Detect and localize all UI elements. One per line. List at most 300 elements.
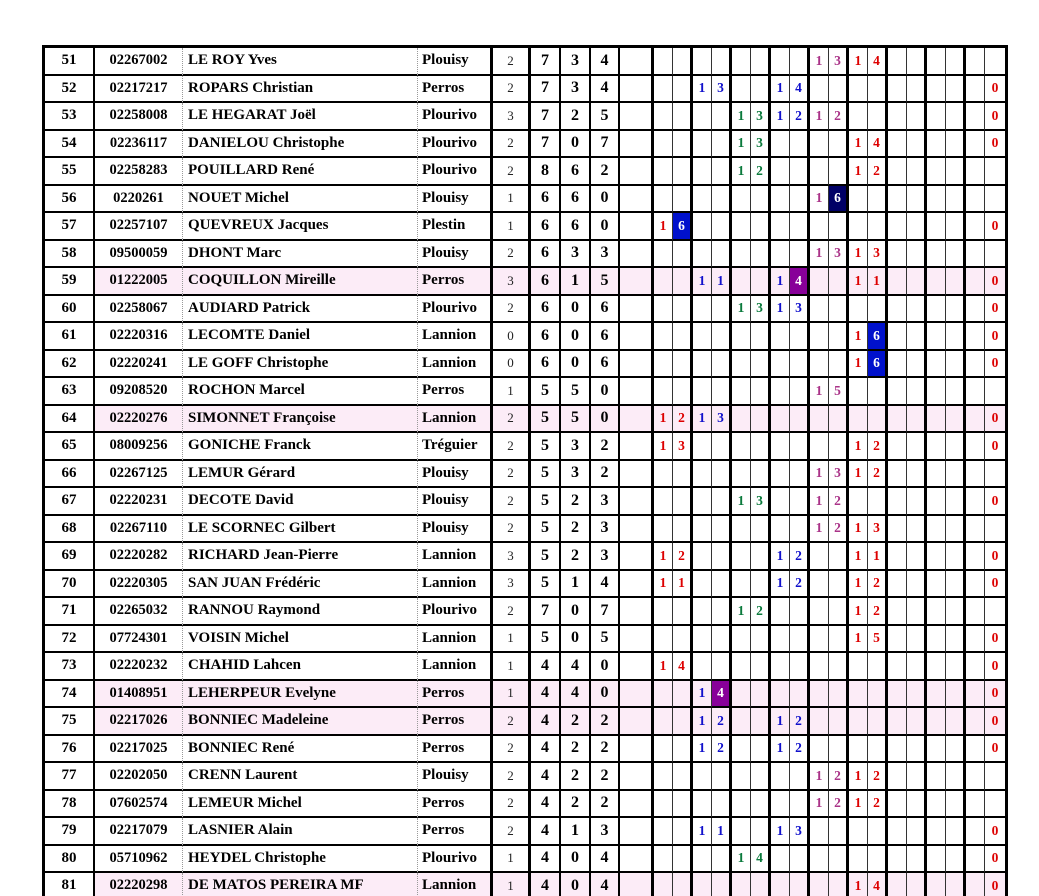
cell-points-total: 6	[531, 268, 561, 296]
cell-round-2-b	[712, 571, 732, 599]
cell-round-9-b: 0	[985, 681, 1005, 709]
cell-round-8-a	[927, 763, 946, 791]
cell-round-6-b	[868, 296, 888, 324]
cell-license: 02217079	[95, 818, 183, 846]
cell-round-9-b: 0	[985, 406, 1005, 434]
cell-round-9-a	[966, 736, 985, 764]
cell-count: 1	[493, 186, 531, 214]
cell-round-5-a: 1	[810, 516, 829, 544]
cell-round-6-a: 1	[849, 131, 868, 159]
cell-city: Plourivo	[418, 158, 493, 186]
cell-round-8-b	[946, 653, 966, 681]
cell-name: CHAHID Lahcen	[183, 653, 418, 681]
cell-round-6-a: 1	[849, 598, 868, 626]
cell-spacer	[620, 736, 654, 764]
cell-name: LE SCORNEC Gilbert	[183, 516, 418, 544]
cell-rank: 58	[45, 241, 95, 269]
cell-points-lost: 0	[591, 406, 620, 434]
cell-round-5-b	[829, 681, 849, 709]
cell-round-4-b	[790, 213, 810, 241]
cell-name: LE ROY Yves	[183, 48, 418, 76]
cell-round-4-a	[771, 681, 790, 709]
cell-points-total: 7	[531, 48, 561, 76]
cell-round-4-b	[790, 488, 810, 516]
cell-spacer	[620, 543, 654, 571]
cell-round-5-b: 3	[829, 241, 849, 269]
cell-rank: 51	[45, 48, 95, 76]
cell-round-6-b	[868, 76, 888, 104]
cell-round-4-b: 2	[790, 708, 810, 736]
cell-city: Plourivo	[418, 846, 493, 874]
cell-round-5-a: 1	[810, 378, 829, 406]
cell-round-4-b: 3	[790, 296, 810, 324]
cell-round-4-b: 2	[790, 543, 810, 571]
cell-round-8-a	[927, 158, 946, 186]
cell-round-7-b	[907, 186, 927, 214]
cell-round-7-b	[907, 433, 927, 461]
cell-round-6-b: 4	[868, 131, 888, 159]
cell-round-3-b: 3	[751, 131, 771, 159]
cell-round-9-b	[985, 186, 1005, 214]
cell-points-won: 4	[561, 653, 591, 681]
cell-rank: 73	[45, 653, 95, 681]
cell-city: Plourivo	[418, 598, 493, 626]
cell-count: 2	[493, 461, 531, 489]
cell-round-9-a	[966, 131, 985, 159]
cell-count: 1	[493, 378, 531, 406]
cell-count: 0	[493, 351, 531, 379]
cell-rank: 71	[45, 598, 95, 626]
cell-round-8-b	[946, 433, 966, 461]
cell-round-1-b	[673, 103, 693, 131]
cell-round-5-a	[810, 626, 829, 654]
cell-round-7-b	[907, 268, 927, 296]
cell-rank: 68	[45, 516, 95, 544]
cell-round-7-a	[888, 571, 907, 599]
cell-round-7-b	[907, 708, 927, 736]
cell-round-9-b: 0	[985, 103, 1005, 131]
cell-round-8-a	[927, 791, 946, 819]
cell-round-3-a	[732, 571, 751, 599]
cell-round-6-b	[868, 406, 888, 434]
cell-points-total: 4	[531, 846, 561, 874]
cell-license: 02267110	[95, 516, 183, 544]
cell-round-2-a	[693, 626, 712, 654]
cell-points-total: 5	[531, 543, 561, 571]
cell-round-3-a	[732, 543, 751, 571]
cell-round-4-b	[790, 378, 810, 406]
cell-round-1-b	[673, 763, 693, 791]
cell-license: 07724301	[95, 626, 183, 654]
cell-count: 2	[493, 433, 531, 461]
cell-round-1-b	[673, 708, 693, 736]
cell-round-2-a	[693, 763, 712, 791]
cell-round-6-a	[849, 708, 868, 736]
cell-spacer	[620, 516, 654, 544]
cell-count: 2	[493, 818, 531, 846]
cell-name: CRENN Laurent	[183, 763, 418, 791]
cell-round-1-a	[654, 516, 673, 544]
cell-round-4-a	[771, 158, 790, 186]
cell-points-lost: 6	[591, 296, 620, 324]
cell-round-8-b	[946, 681, 966, 709]
cell-points-won: 0	[561, 131, 591, 159]
cell-round-1-a: 1	[654, 406, 673, 434]
cell-round-1-a	[654, 48, 673, 76]
cell-round-7-b	[907, 736, 927, 764]
cell-round-5-a	[810, 598, 829, 626]
cell-name: LE HEGARAT Joël	[183, 103, 418, 131]
cell-round-7-b	[907, 873, 927, 896]
cell-round-1-b	[673, 626, 693, 654]
cell-round-1-a	[654, 708, 673, 736]
cell-round-2-a	[693, 158, 712, 186]
cell-license: 01222005	[95, 268, 183, 296]
cell-rank: 64	[45, 406, 95, 434]
cell-rank: 75	[45, 708, 95, 736]
cell-round-7-a	[888, 763, 907, 791]
cell-round-3-a: 1	[732, 296, 751, 324]
cell-points-won: 2	[561, 791, 591, 819]
cell-round-2-a	[693, 323, 712, 351]
cell-count: 3	[493, 268, 531, 296]
cell-round-9-b: 0	[985, 543, 1005, 571]
cell-round-5-a: 1	[810, 461, 829, 489]
cell-license: 09208520	[95, 378, 183, 406]
cell-points-total: 4	[531, 681, 561, 709]
cell-round-5-a	[810, 873, 829, 896]
cell-round-6-a: 1	[849, 516, 868, 544]
cell-round-3-b: 2	[751, 158, 771, 186]
cell-round-7-b	[907, 846, 927, 874]
cell-count: 2	[493, 241, 531, 269]
cell-round-6-b: 6	[868, 323, 888, 351]
cell-city: Perros	[418, 818, 493, 846]
cell-points-lost: 0	[591, 213, 620, 241]
cell-round-1-b: 1	[673, 571, 693, 599]
cell-round-7-b	[907, 461, 927, 489]
cell-round-9-b	[985, 158, 1005, 186]
cell-count: 2	[493, 736, 531, 764]
cell-spacer	[620, 653, 654, 681]
cell-round-3-a	[732, 323, 751, 351]
cell-points-total: 6	[531, 351, 561, 379]
cell-round-5-b	[829, 296, 849, 324]
cell-round-5-b: 5	[829, 378, 849, 406]
cell-round-5-b: 2	[829, 791, 849, 819]
cell-spacer	[620, 186, 654, 214]
cell-city: Plouisy	[418, 48, 493, 76]
cell-round-8-b	[946, 846, 966, 874]
cell-round-3-a: 1	[732, 131, 751, 159]
cell-round-6-b: 1	[868, 543, 888, 571]
cell-round-6-b: 2	[868, 158, 888, 186]
cell-round-7-a	[888, 516, 907, 544]
cell-license: 01408951	[95, 681, 183, 709]
cell-round-2-b	[712, 131, 732, 159]
cell-round-3-a: 1	[732, 488, 751, 516]
cell-round-8-a	[927, 626, 946, 654]
cell-name: LEMUR Gérard	[183, 461, 418, 489]
cell-round-8-a	[927, 48, 946, 76]
cell-round-4-a	[771, 378, 790, 406]
cell-round-2-a	[693, 846, 712, 874]
cell-round-9-a	[966, 626, 985, 654]
cell-name: DANIELOU Christophe	[183, 131, 418, 159]
cell-round-5-b	[829, 351, 849, 379]
cell-round-2-b: 4	[712, 681, 732, 709]
cell-round-6-b: 3	[868, 241, 888, 269]
cell-round-5-a	[810, 213, 829, 241]
cell-round-3-b	[751, 763, 771, 791]
cell-round-1-b	[673, 48, 693, 76]
cell-round-8-a	[927, 873, 946, 896]
cell-round-6-a	[849, 488, 868, 516]
cell-round-2-a: 1	[693, 406, 712, 434]
cell-round-6-a	[849, 103, 868, 131]
cell-round-3-b	[751, 76, 771, 104]
cell-round-3-b	[751, 323, 771, 351]
cell-points-total: 8	[531, 158, 561, 186]
cell-round-2-a	[693, 433, 712, 461]
cell-round-4-b	[790, 351, 810, 379]
cell-round-4-a	[771, 213, 790, 241]
cell-round-8-a	[927, 433, 946, 461]
cell-round-8-a	[927, 131, 946, 159]
cell-license: 02217026	[95, 708, 183, 736]
cell-count: 1	[493, 846, 531, 874]
cell-name: LE GOFF Christophe	[183, 351, 418, 379]
cell-round-8-b	[946, 516, 966, 544]
cell-round-5-b	[829, 846, 849, 874]
cell-points-lost: 3	[591, 241, 620, 269]
cell-round-5-b	[829, 708, 849, 736]
cell-round-4-a: 1	[771, 296, 790, 324]
cell-round-3-a	[732, 653, 751, 681]
cell-round-2-b	[712, 351, 732, 379]
cell-rank: 79	[45, 818, 95, 846]
cell-round-4-b	[790, 598, 810, 626]
cell-round-7-a	[888, 626, 907, 654]
cell-round-2-a: 1	[693, 681, 712, 709]
cell-round-4-a	[771, 48, 790, 76]
cell-round-2-a: 1	[693, 736, 712, 764]
cell-round-4-b	[790, 131, 810, 159]
cell-round-6-a: 1	[849, 571, 868, 599]
cell-round-5-b	[829, 818, 849, 846]
cell-round-1-b: 2	[673, 406, 693, 434]
cell-license: 08009256	[95, 433, 183, 461]
cell-round-8-a	[927, 76, 946, 104]
cell-round-4-a	[771, 598, 790, 626]
cell-round-6-a	[849, 378, 868, 406]
cell-round-5-b	[829, 736, 849, 764]
cell-spacer	[620, 598, 654, 626]
cell-rank: 61	[45, 323, 95, 351]
cell-city: Perros	[418, 378, 493, 406]
cell-license: 02258008	[95, 103, 183, 131]
cell-points-lost: 5	[591, 103, 620, 131]
cell-points-won: 2	[561, 488, 591, 516]
cell-round-1-a	[654, 131, 673, 159]
cell-round-3-b	[751, 818, 771, 846]
cell-spacer	[620, 268, 654, 296]
cell-round-8-a	[927, 213, 946, 241]
cell-round-8-b	[946, 268, 966, 296]
cell-round-5-a	[810, 268, 829, 296]
cell-round-7-b	[907, 323, 927, 351]
cell-round-2-a	[693, 488, 712, 516]
cell-round-5-a	[810, 158, 829, 186]
cell-points-total: 6	[531, 323, 561, 351]
cell-city: Plouisy	[418, 763, 493, 791]
cell-round-5-a	[810, 351, 829, 379]
cell-count: 2	[493, 763, 531, 791]
cell-license: 09500059	[95, 241, 183, 269]
cell-round-9-a	[966, 598, 985, 626]
cell-round-7-a	[888, 351, 907, 379]
cell-round-1-b	[673, 818, 693, 846]
cell-points-won: 2	[561, 103, 591, 131]
cell-round-7-b	[907, 791, 927, 819]
cell-license: 02220305	[95, 571, 183, 599]
cell-points-total: 4	[531, 818, 561, 846]
cell-round-6-a: 1	[849, 351, 868, 379]
cell-city: Perros	[418, 791, 493, 819]
cell-round-7-a	[888, 598, 907, 626]
cell-round-6-a	[849, 653, 868, 681]
cell-round-3-b	[751, 516, 771, 544]
cell-round-7-a	[888, 818, 907, 846]
cell-round-7-b	[907, 103, 927, 131]
cell-round-4-a	[771, 846, 790, 874]
cell-round-2-b	[712, 296, 732, 324]
cell-round-9-b	[985, 516, 1005, 544]
cell-round-5-b: 3	[829, 461, 849, 489]
cell-city: Plouisy	[418, 516, 493, 544]
cell-round-1-a: 1	[654, 433, 673, 461]
cell-round-2-a	[693, 873, 712, 896]
cell-round-1-b: 3	[673, 433, 693, 461]
cell-round-2-a	[693, 791, 712, 819]
cell-round-3-b: 3	[751, 488, 771, 516]
cell-points-lost: 5	[591, 268, 620, 296]
cell-round-8-a	[927, 378, 946, 406]
cell-round-4-b	[790, 516, 810, 544]
cell-round-8-b	[946, 571, 966, 599]
cell-name: RICHARD Jean-Pierre	[183, 543, 418, 571]
cell-points-total: 5	[531, 488, 561, 516]
cell-city: Lannion	[418, 626, 493, 654]
cell-round-2-b	[712, 873, 732, 896]
cell-round-8-b	[946, 626, 966, 654]
cell-round-3-b	[751, 213, 771, 241]
cell-points-lost: 7	[591, 131, 620, 159]
cell-count: 2	[493, 598, 531, 626]
cell-round-9-b: 0	[985, 736, 1005, 764]
cell-rank: 56	[45, 186, 95, 214]
cell-round-3-a	[732, 186, 751, 214]
cell-round-7-a	[888, 378, 907, 406]
cell-points-won: 3	[561, 48, 591, 76]
cell-round-5-a	[810, 681, 829, 709]
cell-round-9-a	[966, 846, 985, 874]
cell-city: Perros	[418, 268, 493, 296]
cell-points-won: 6	[561, 158, 591, 186]
cell-round-9-b	[985, 763, 1005, 791]
cell-points-won: 1	[561, 818, 591, 846]
cell-round-8-a	[927, 296, 946, 324]
cell-round-9-b: 0	[985, 76, 1005, 104]
cell-spacer	[620, 323, 654, 351]
cell-round-2-a: 1	[693, 76, 712, 104]
cell-round-7-b	[907, 488, 927, 516]
cell-name: DECOTE David	[183, 488, 418, 516]
cell-round-6-a	[849, 818, 868, 846]
results-table	[42, 45, 1008, 896]
cell-round-5-a	[810, 543, 829, 571]
cell-round-5-a	[810, 76, 829, 104]
cell-round-1-a	[654, 241, 673, 269]
cell-round-5-b	[829, 131, 849, 159]
cell-round-4-b	[790, 433, 810, 461]
cell-license: 02220231	[95, 488, 183, 516]
cell-round-4-a: 1	[771, 543, 790, 571]
cell-round-4-b	[790, 48, 810, 76]
cell-round-8-a	[927, 516, 946, 544]
cell-city: Lannion	[418, 873, 493, 896]
cell-round-4-a	[771, 433, 790, 461]
cell-round-8-b	[946, 186, 966, 214]
cell-name: COQUILLON Mireille	[183, 268, 418, 296]
cell-round-7-a	[888, 186, 907, 214]
cell-round-1-b	[673, 323, 693, 351]
cell-round-9-a	[966, 681, 985, 709]
cell-round-4-a	[771, 186, 790, 214]
cell-round-6-a: 1	[849, 461, 868, 489]
cell-round-1-a	[654, 76, 673, 104]
cell-count: 1	[493, 626, 531, 654]
cell-points-lost: 4	[591, 48, 620, 76]
cell-points-won: 0	[561, 351, 591, 379]
cell-license: 02220241	[95, 351, 183, 379]
cell-round-8-a	[927, 818, 946, 846]
cell-points-won: 0	[561, 323, 591, 351]
cell-round-1-a	[654, 846, 673, 874]
cell-round-6-a	[849, 186, 868, 214]
cell-round-2-a	[693, 543, 712, 571]
cell-round-7-a	[888, 131, 907, 159]
cell-points-won: 5	[561, 406, 591, 434]
cell-round-5-a	[810, 323, 829, 351]
cell-round-8-b	[946, 103, 966, 131]
cell-spacer	[620, 158, 654, 186]
cell-round-7-a	[888, 213, 907, 241]
cell-round-3-a	[732, 268, 751, 296]
cell-spacer	[620, 873, 654, 896]
cell-rank: 59	[45, 268, 95, 296]
cell-round-2-b	[712, 433, 732, 461]
cell-round-4-a	[771, 626, 790, 654]
cell-round-5-a: 1	[810, 791, 829, 819]
cell-round-2-b	[712, 241, 732, 269]
cell-spacer	[620, 708, 654, 736]
cell-name: GONICHE Franck	[183, 433, 418, 461]
cell-count: 1	[493, 213, 531, 241]
cell-points-lost: 2	[591, 736, 620, 764]
cell-round-1-a	[654, 186, 673, 214]
cell-round-3-a	[732, 406, 751, 434]
